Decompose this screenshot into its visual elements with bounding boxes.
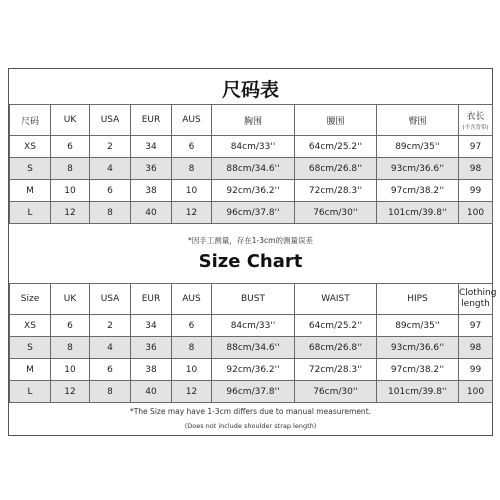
english-measurement-note: *The Size may have 1-3cm differs due to manual measurement. — [129, 407, 372, 416]
header-cell: Size — [10, 284, 51, 315]
header-cell: EUR — [131, 105, 172, 136]
table-cell: 8 — [172, 158, 212, 180]
header-cell: UK — [51, 105, 90, 136]
table-row — [10, 180, 493, 202]
table-cell: 98 — [459, 158, 493, 180]
header-cell: USA — [90, 105, 131, 136]
table-row — [10, 136, 493, 158]
table-cell: 97 — [459, 136, 493, 158]
table-cell: 84cm/33'' — [212, 315, 295, 337]
table-row — [10, 202, 493, 224]
table-cell: 64cm/25.2'' — [295, 136, 377, 158]
table-cell: 12 — [51, 202, 90, 224]
header-length-sub: (不含背带) — [462, 125, 489, 131]
table-cell: 8 — [90, 381, 131, 403]
table-cell: 93cm/36.6'' — [377, 158, 459, 180]
table-cell: 88cm/34.6'' — [212, 158, 295, 180]
table-cell: 93cm/36.6'' — [377, 337, 459, 359]
table-cell: 10 — [51, 180, 90, 202]
header-cell: AUS — [172, 105, 212, 136]
chinese-size-table — [9, 104, 493, 224]
table-cell: 10 — [51, 359, 90, 381]
table-cell: 97cm/38.2'' — [377, 359, 459, 381]
table-cell: 8 — [172, 337, 212, 359]
header-cell: WAIST — [295, 284, 377, 315]
table-cell: 36 — [131, 337, 172, 359]
table-cell: 92cm/36.2'' — [212, 180, 295, 202]
table-cell: 100 — [459, 381, 493, 403]
table-cell: 64cm/25.2'' — [295, 315, 377, 337]
table-cell: 99 — [459, 180, 493, 202]
table-cell: 6 — [90, 180, 131, 202]
table-row — [10, 337, 493, 359]
table-cell: 76cm/30'' — [295, 202, 377, 224]
table-cell: 96cm/37.8'' — [212, 202, 295, 224]
table-cell: S — [10, 158, 51, 180]
table-cell: 38 — [131, 180, 172, 202]
table-row — [10, 315, 493, 337]
header-cell-length: Clothing length — [459, 284, 493, 315]
table-cell: 101cm/39.8'' — [377, 381, 459, 403]
table-cell: 96cm/37.8'' — [212, 381, 295, 403]
header-cell: HIPS — [377, 284, 459, 315]
table-cell: 98 — [459, 337, 493, 359]
table-cell: XS — [10, 315, 51, 337]
table-cell: 99 — [459, 359, 493, 381]
header-cell-length — [459, 105, 493, 136]
table-cell: M — [10, 180, 51, 202]
table-cell: 101cm/39.8'' — [377, 202, 459, 224]
table-cell: S — [10, 337, 51, 359]
table-cell: 34 — [131, 315, 172, 337]
table-cell: 12 — [172, 381, 212, 403]
size-chart-frame — [8, 68, 497, 436]
table-cell: 6 — [172, 136, 212, 158]
header-cell: 尺码 — [10, 105, 51, 136]
table-cell: 100 — [459, 202, 493, 224]
table-row — [10, 359, 493, 381]
english-header-row — [10, 284, 493, 315]
table-cell: 40 — [131, 202, 172, 224]
table-cell: 72cm/28.3'' — [295, 359, 377, 381]
header-cell: UK — [51, 284, 90, 315]
table-cell: 68cm/26.8'' — [295, 337, 377, 359]
table-cell: 36 — [131, 158, 172, 180]
header-cell: 臀围 — [377, 105, 459, 136]
table-cell: L — [10, 202, 51, 224]
table-cell: L — [10, 381, 51, 403]
table-row — [10, 158, 493, 180]
table-cell: 4 — [90, 337, 131, 359]
english-size-table — [9, 283, 497, 403]
table-cell: 2 — [90, 136, 131, 158]
header-cell: BUST — [212, 284, 295, 315]
table-cell: 8 — [51, 158, 90, 180]
table-cell: 68cm/26.8'' — [295, 158, 377, 180]
header-cell: EUR — [131, 284, 172, 315]
table-cell: 76cm/30'' — [295, 381, 377, 403]
table-cell: 10 — [172, 180, 212, 202]
table-cell: 6 — [51, 315, 90, 337]
table-cell: 72cm/28.3'' — [295, 180, 377, 202]
table-cell: 8 — [90, 202, 131, 224]
table-cell: 34 — [131, 136, 172, 158]
header-length-label: 衣长 — [466, 112, 485, 122]
chinese-header-row — [10, 105, 493, 136]
table-cell: 84cm/33'' — [212, 136, 295, 158]
english-size-chart-title: Size Chart — [198, 251, 303, 272]
table-cell: 2 — [90, 315, 131, 337]
table-cell: 92cm/36.2'' — [212, 359, 295, 381]
chinese-measurement-note: *因手工测量，存在1-3cm的测量误差 — [188, 236, 313, 245]
table-cell: 6 — [90, 359, 131, 381]
table-cell: 89cm/35'' — [377, 136, 459, 158]
chinese-size-chart-title: 尺码表 — [221, 79, 279, 101]
table-cell: 40 — [131, 381, 172, 403]
strap-length-note: (Does not include shoulder strap length) — [184, 422, 317, 430]
table-cell: 38 — [131, 359, 172, 381]
table-cell: 12 — [172, 202, 212, 224]
table-cell: 6 — [172, 315, 212, 337]
header-cell: USA — [90, 284, 131, 315]
header-cell: AUS — [172, 284, 212, 315]
table-cell: 4 — [90, 158, 131, 180]
table-cell: 8 — [51, 337, 90, 359]
table-cell: 10 — [172, 359, 212, 381]
header-cell: 胸围 — [212, 105, 295, 136]
table-row — [10, 381, 493, 403]
table-cell: 97 — [459, 315, 493, 337]
table-cell: 88cm/34.6'' — [212, 337, 295, 359]
header-cell: 腰围 — [295, 105, 377, 136]
table-cell: 97cm/38.2'' — [377, 180, 459, 202]
table-cell: M — [10, 359, 51, 381]
table-cell: 6 — [51, 136, 90, 158]
table-cell: 12 — [51, 381, 90, 403]
table-cell: 89cm/35'' — [377, 315, 459, 337]
table-cell: XS — [10, 136, 51, 158]
